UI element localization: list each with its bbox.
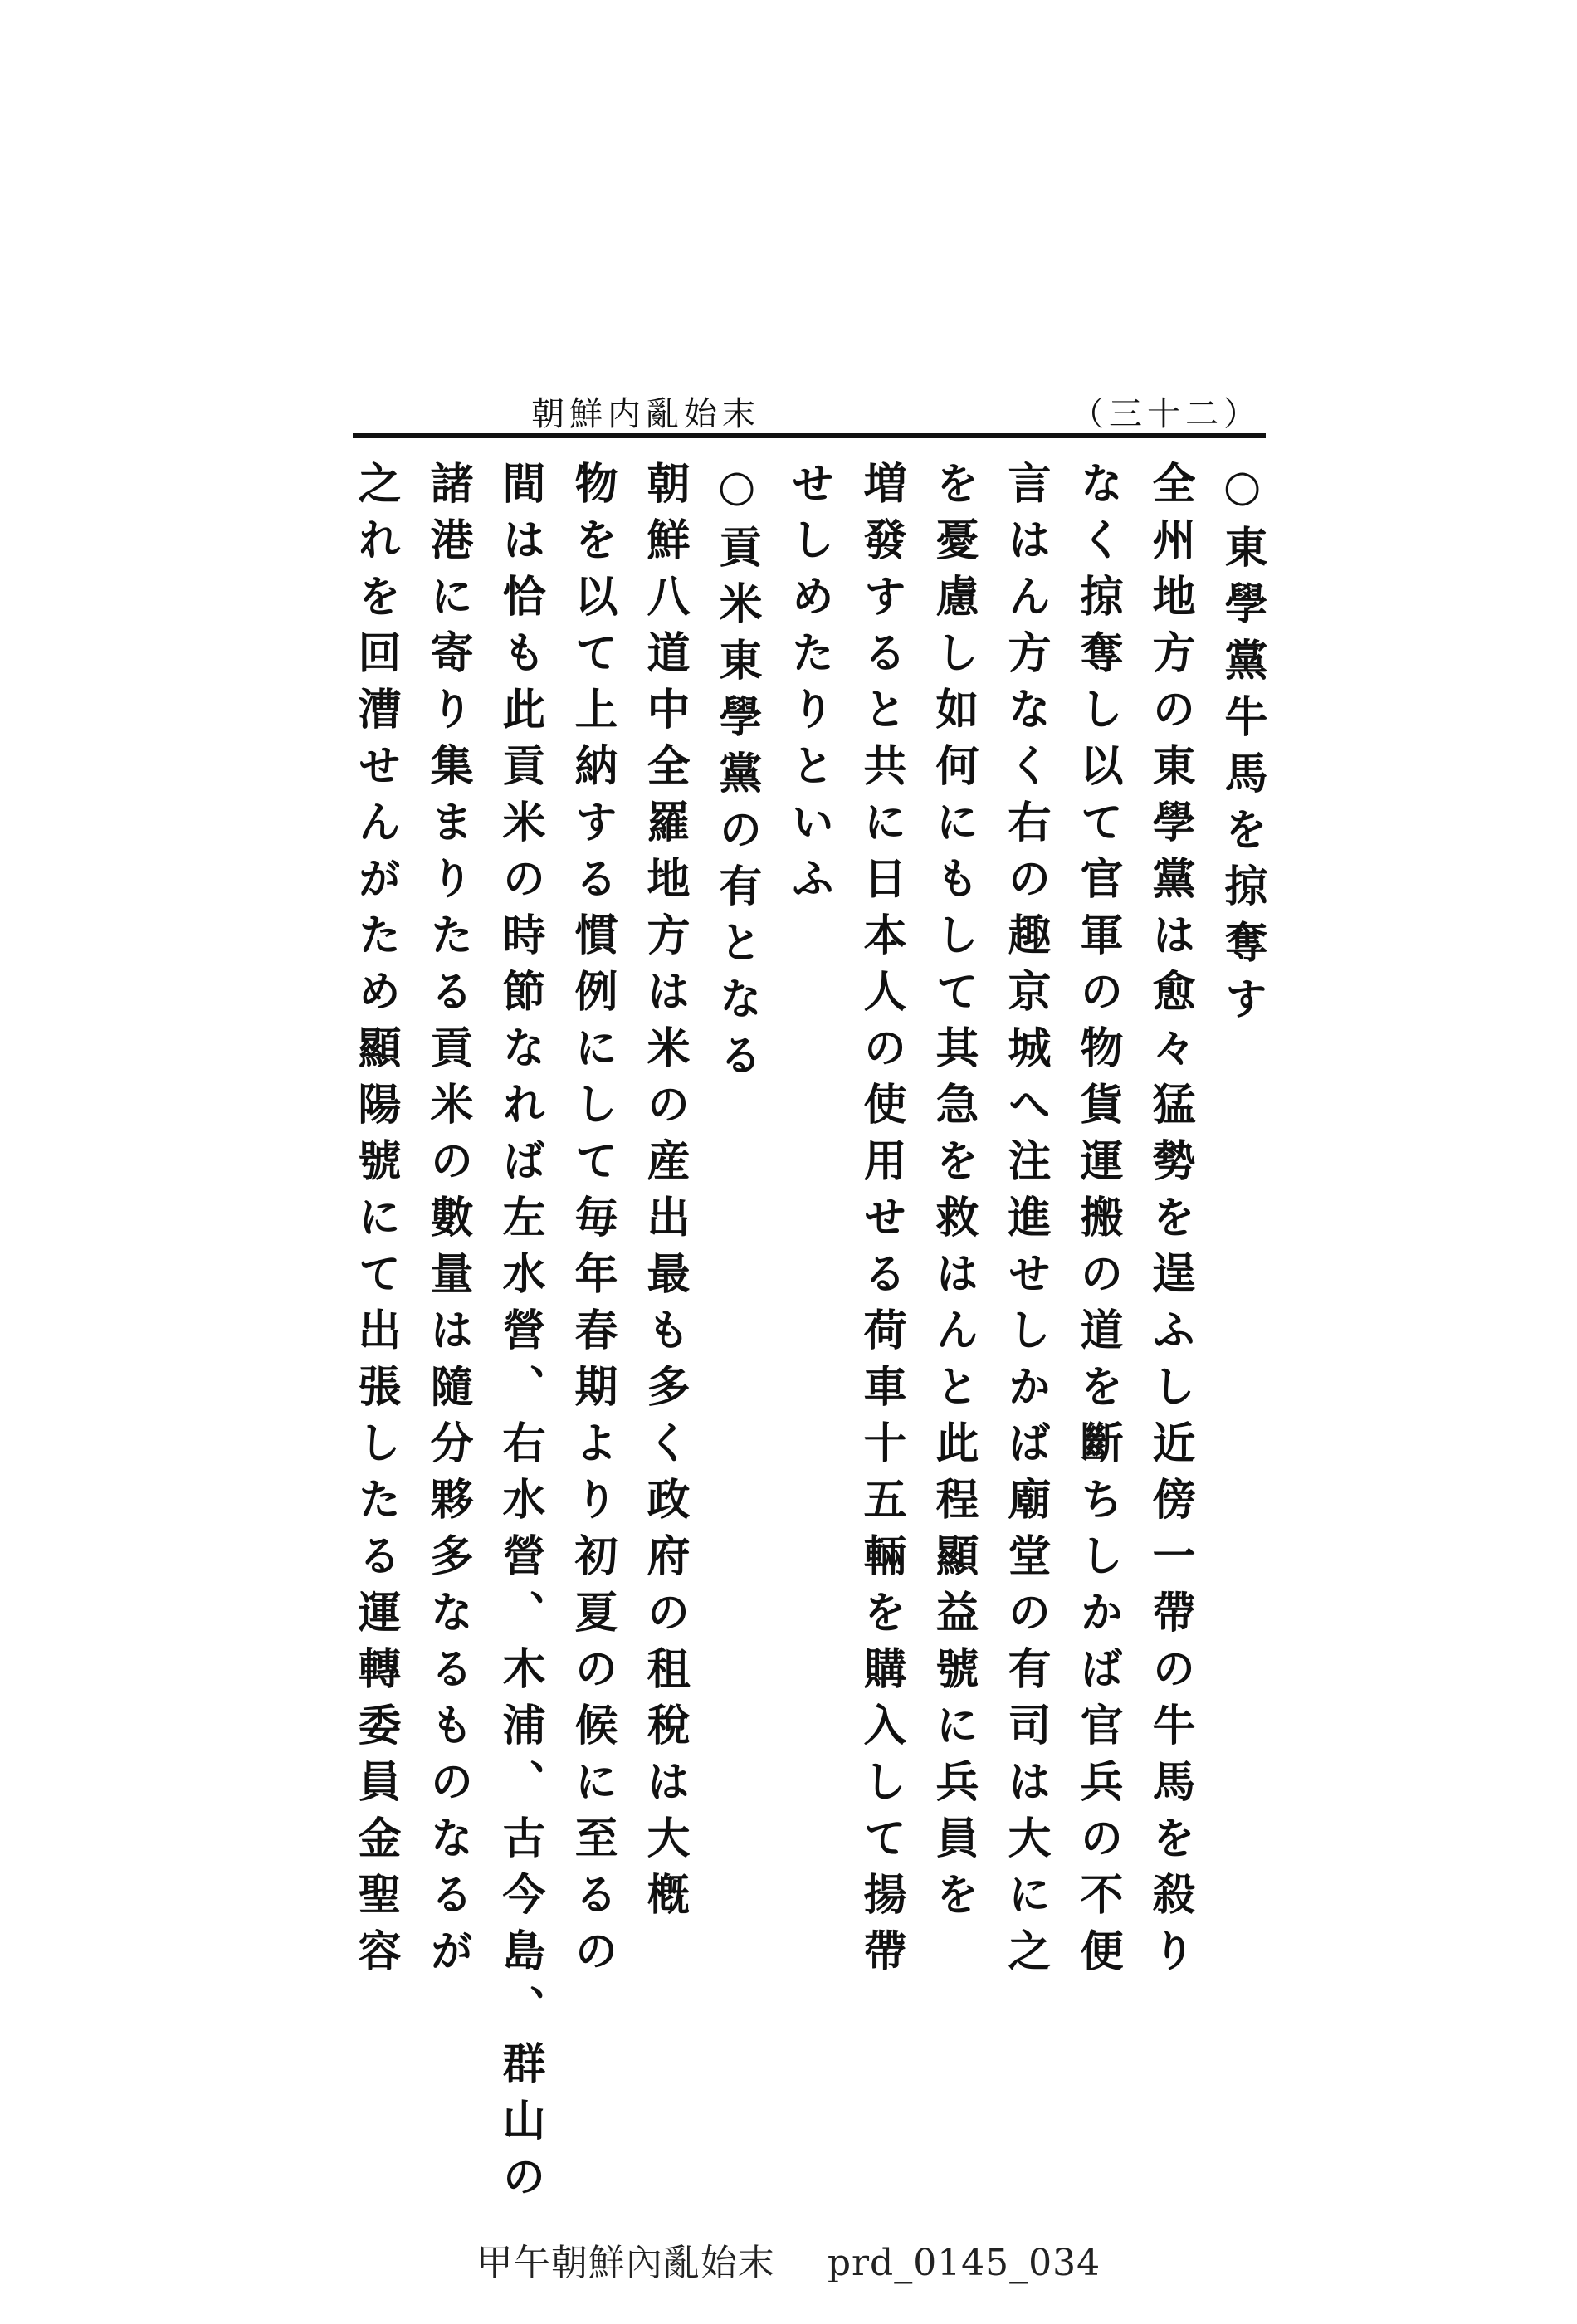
section-heading-cattle: ○東學黨牛馬を掠奪す bbox=[1217, 461, 1267, 1033]
caption-title: 甲午朝鮮內亂始末 bbox=[476, 2242, 775, 2284]
vertical-text-body bbox=[324, 461, 1278, 2210]
running-title: 朝鮮内亂始末 bbox=[531, 394, 760, 433]
text-line: 朝鮮八道中全羅地方は米の産出最も多く政府の租稅は大槪 bbox=[639, 461, 690, 1928]
text-line: 諸港に寄り集まりたる貢米の數量は隨分夥多なるものなるが bbox=[422, 461, 473, 1985]
text-line: 間は恰も此貢米の時節なれば左水營、右水營、木浦、古今島、群山の bbox=[495, 461, 545, 2210]
text-line: 之れを回漕せんがため顯陽號にて出張したる運轉委員金聖容 bbox=[350, 461, 401, 1985]
text-line: 増發すると共に日本人の使用せる荷車十五輛を購入して揚帶 bbox=[856, 461, 906, 1985]
page-caption bbox=[0, 2233, 1577, 2286]
text-line: 物を以て上納する慣例にして毎年春期より初夏の候に至るの bbox=[567, 461, 618, 1985]
text-line: 全州地方の東學黨は愈々猛勢を逞ふし近傍一帶の牛馬を殺り bbox=[1145, 461, 1195, 1985]
page-number: （三十二） bbox=[1071, 394, 1262, 433]
section-heading-rice: ○貢米東學黨の有となる bbox=[711, 461, 762, 1089]
text-line: なく掠奪し以て官軍の物貨運搬の道を斷ちしかば官兵の不便 bbox=[1072, 461, 1123, 1985]
text-line: せしめたりといふ bbox=[784, 461, 834, 912]
caption-code: prd_0145_034 bbox=[827, 2242, 1101, 2284]
header-rule bbox=[353, 433, 1266, 438]
text-line: 言はん方なく右の趣京城へ注進せしかば廟堂の有司は大に之 bbox=[1000, 461, 1051, 1985]
text-line: を憂慮し如何にもして其急を救はんと此程顯益號に兵員を bbox=[928, 461, 979, 1928]
